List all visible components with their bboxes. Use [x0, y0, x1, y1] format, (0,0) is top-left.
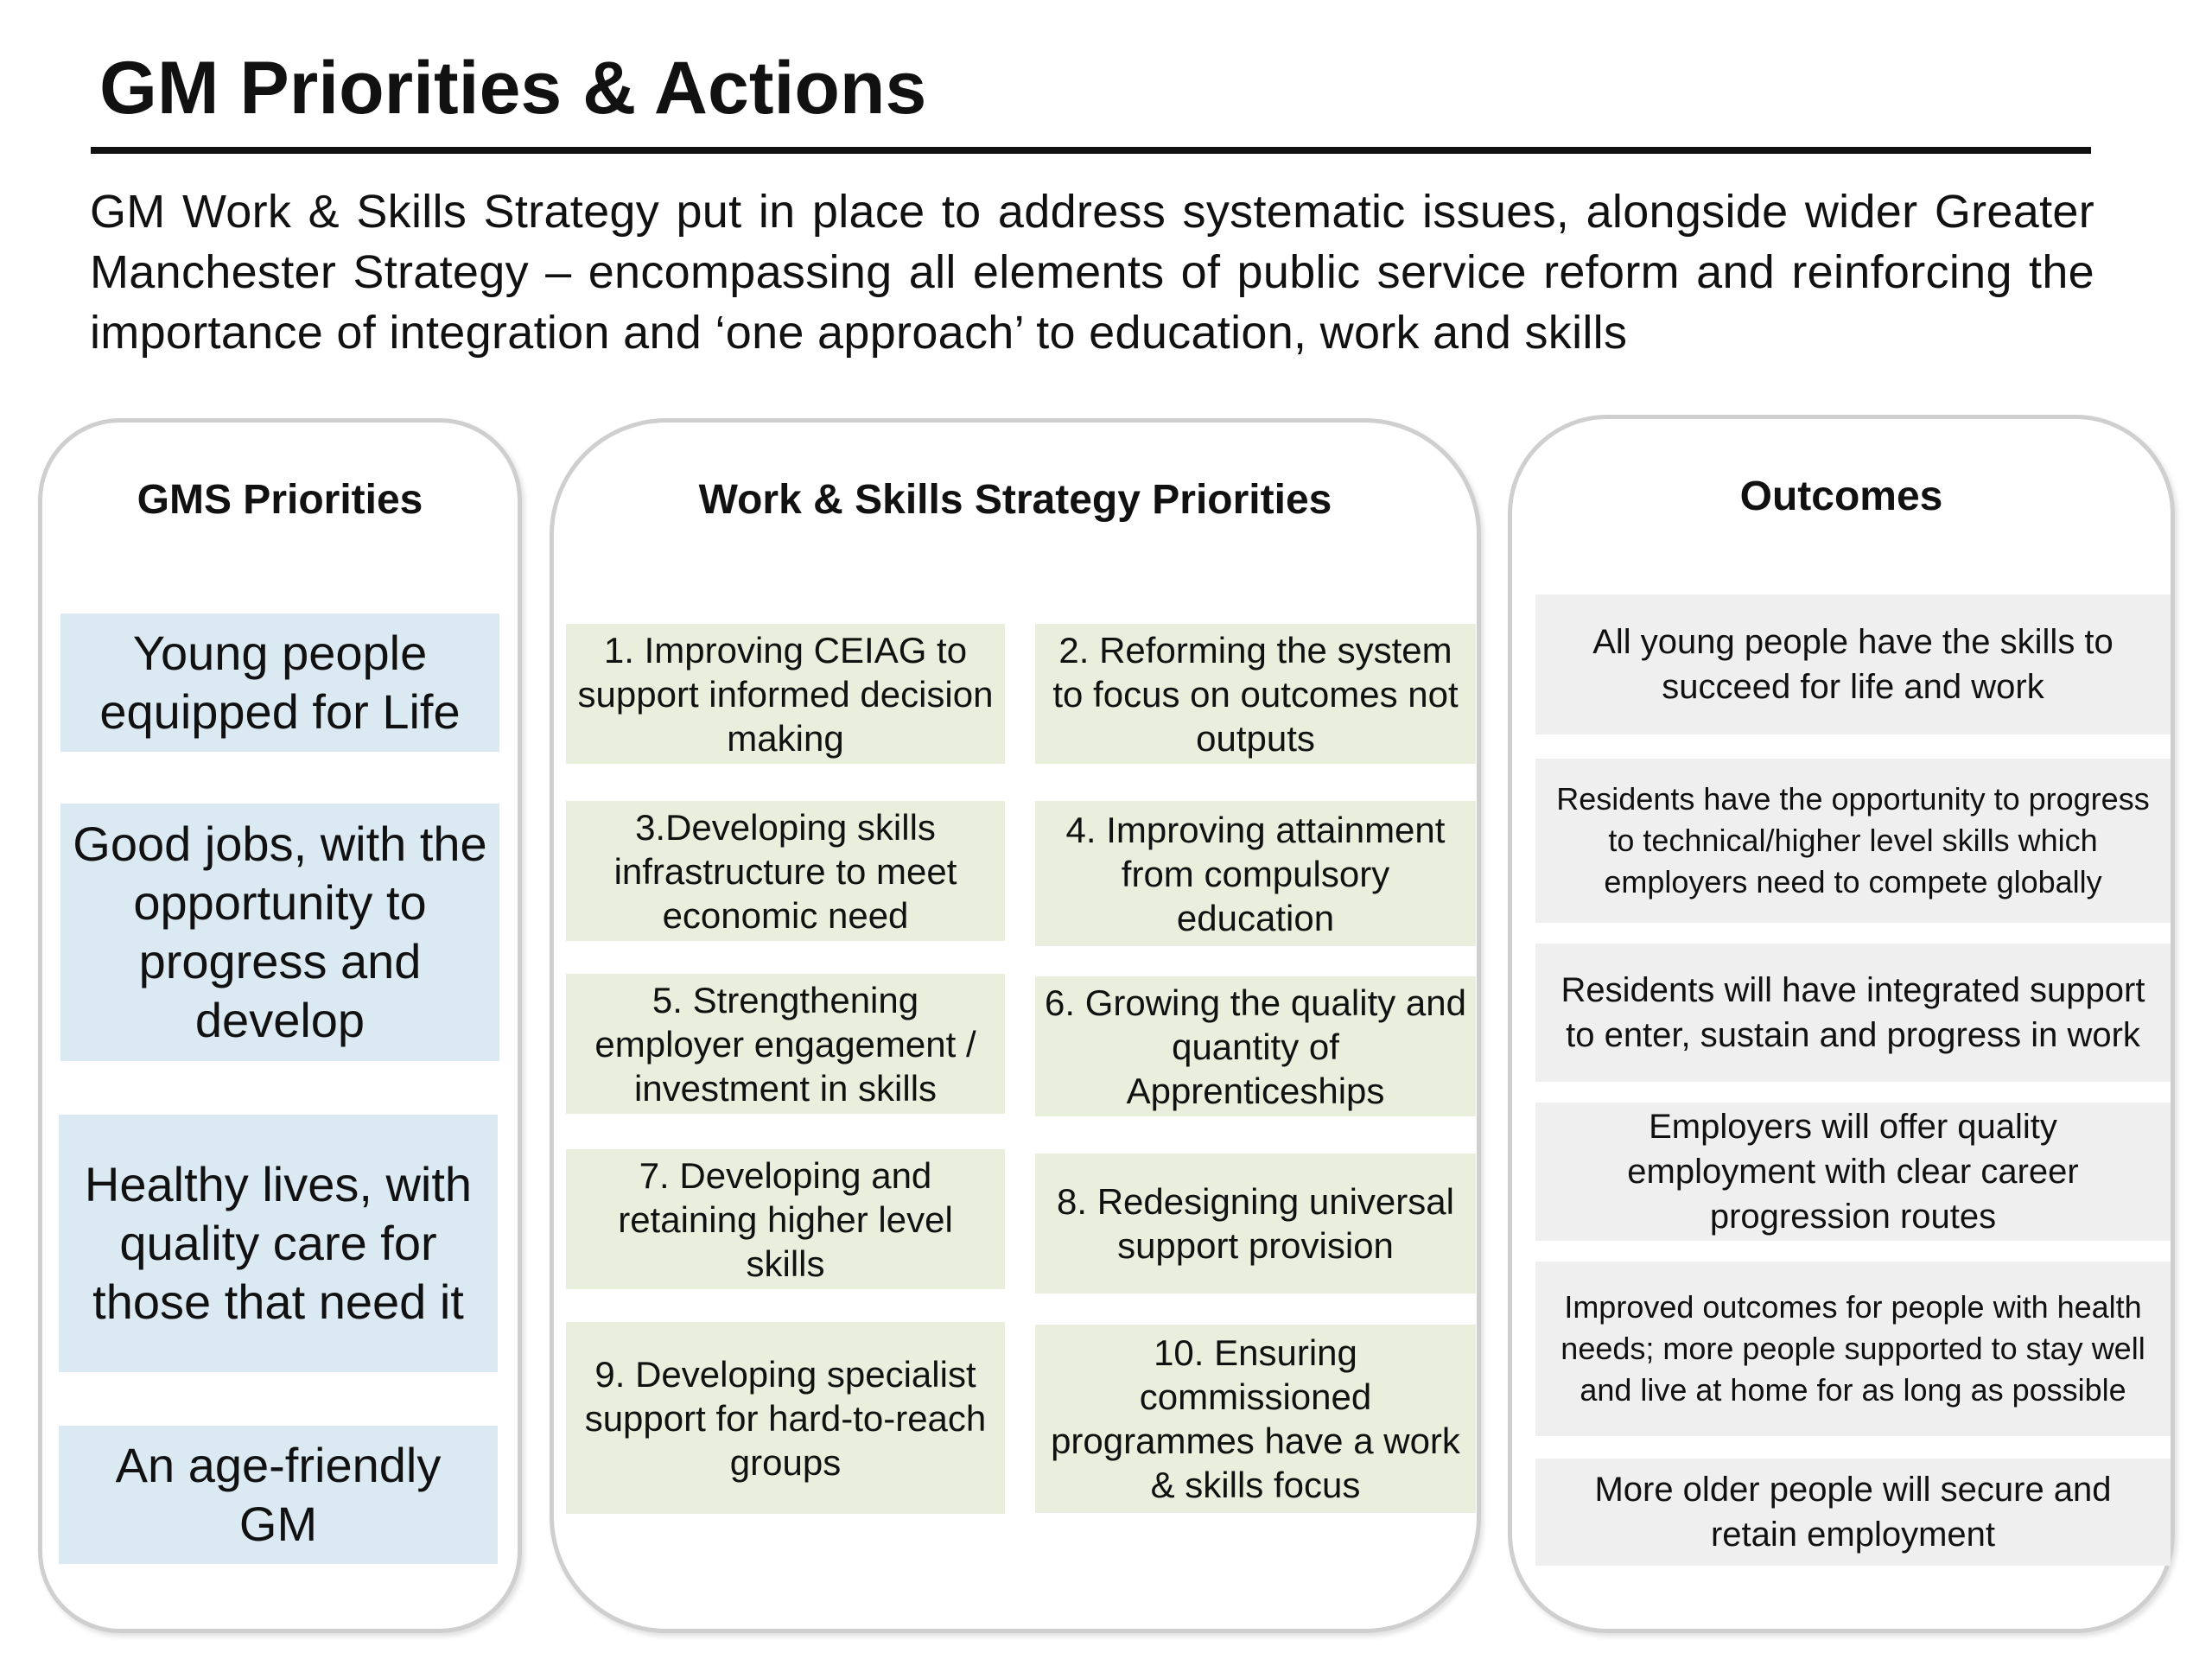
outcome-higher-level-skills: Residents have the opportunity to progress to technical/higher level skills which employers need to compete globally — [1535, 759, 2171, 923]
page-title: GM Priorities & Actions — [99, 47, 927, 130]
title-divider — [91, 147, 2091, 154]
outcome-integrated-support: Residents will have integrated support to enter, sustain and progress in work — [1535, 944, 2171, 1082]
ws-priority-2: 2. Reforming the system to focus on outcomes not outputs — [1035, 624, 1476, 764]
outcomes-heading: Outcomes — [1739, 474, 1943, 519]
outcome-quality-employment: Employers will offer quality employment with clear career progression routes — [1535, 1103, 2171, 1241]
ws-priority-6: 6. Growing the quality and quantity of Apprenticeships — [1035, 976, 1476, 1116]
intro-text: GM Work & Skills Strategy put in place to address systematic issues, alongside wider Greater Manchester Strategy – encompassing all elements of public service reform and reinforcing the importance of integration and ‘one approach’ to education, work and skills — [90, 186, 2094, 359]
ws-priority-3: 3.Developing skills infrastructure to meet economic need — [566, 801, 1005, 941]
ws-priority-9: 9. Developing specialist support for hard-to-reach groups — [566, 1322, 1005, 1514]
gms-priority-age-friendly: An age-friendly GM — [59, 1426, 498, 1564]
gms-priorities-heading: GMS Priorities — [137, 477, 423, 523]
outcome-health-needs: Improved outcomes for people with health needs; more people supported to stay well and live at home for as long as possible — [1535, 1262, 2171, 1436]
ws-priority-4: 4. Improving attainment from compulsory education — [1035, 801, 1476, 946]
ws-priority-7: 7. Developing and retaining higher level skills — [566, 1149, 1005, 1289]
outcome-young-people: All young people have the skills to succeed for life and work — [1535, 594, 2171, 734]
ws-priority-10: 10. Ensuring commissioned programmes have a work & skills focus — [1035, 1325, 1476, 1513]
gms-priority-healthy-lives: Healthy lives, with quality care for those that need it — [59, 1115, 498, 1372]
gms-priority-good-jobs: Good jobs, with the opportunity to progress and develop — [60, 804, 499, 1061]
ws-priority-5: 5. Strengthening employer engagement / investment in skills — [566, 974, 1005, 1114]
gms-priority-young-people: Young people equipped for Life — [60, 613, 499, 752]
ws-priority-1: 1. Improving CEIAG to support informed decision making — [566, 624, 1005, 764]
ws-priority-8: 8. Redesigning universal support provision — [1035, 1154, 1476, 1294]
outcome-older-people: More older people will secure and retain employment — [1535, 1459, 2171, 1566]
work-skills-priorities-heading: Work & Skills Strategy Priorities — [698, 477, 1332, 523]
